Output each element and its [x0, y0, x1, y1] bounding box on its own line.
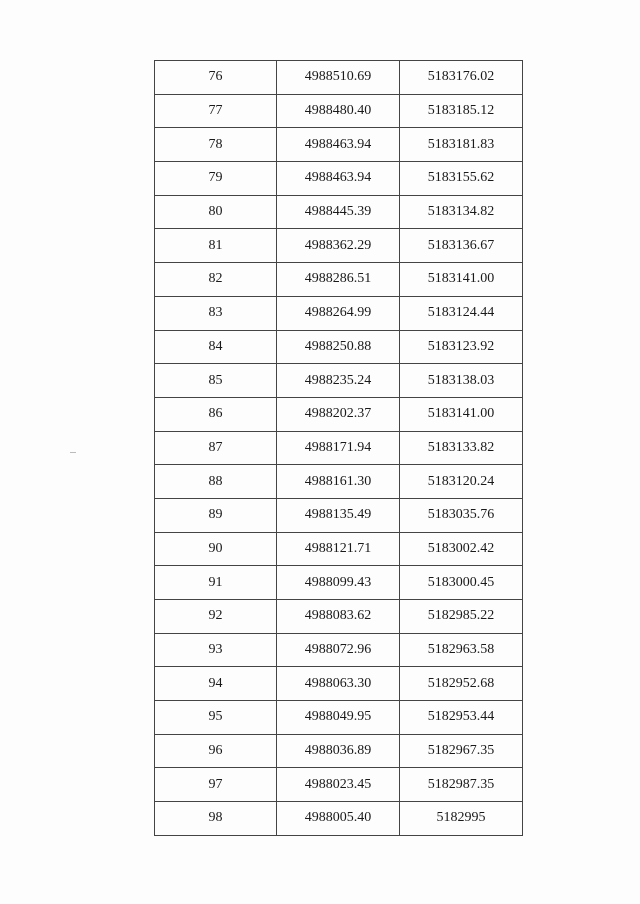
table-row: [155, 498, 523, 532]
x-coordinate-cell: 4988005.40: [277, 802, 400, 836]
table-row: [155, 532, 523, 566]
coordinates-table-body: [155, 61, 523, 836]
x-coordinate-cell: 4988250.88: [277, 330, 400, 364]
scan-mark: [70, 452, 76, 453]
x-coordinate-cell: 4988023.45: [277, 768, 400, 802]
point-number-cell: 92: [155, 600, 277, 634]
table-row: [155, 397, 523, 431]
y-coordinate-cell: 5182963.58: [400, 633, 523, 667]
y-coordinate-cell: 5183141.00: [400, 397, 523, 431]
x-coordinate-cell: 4988171.94: [277, 431, 400, 465]
point-number-cell: 88: [155, 465, 277, 499]
x-coordinate-cell: 4988083.62: [277, 600, 400, 634]
point-number-cell: 94: [155, 667, 277, 701]
y-coordinate-cell: 5183185.12: [400, 94, 523, 128]
table-row: [155, 94, 523, 128]
y-coordinate-cell: 5183000.45: [400, 566, 523, 600]
y-coordinate-cell: 5182987.35: [400, 768, 523, 802]
x-coordinate-cell: 4988135.49: [277, 498, 400, 532]
point-number-cell: 86: [155, 397, 277, 431]
point-number-cell: 82: [155, 263, 277, 297]
x-coordinate-cell: 4988510.69: [277, 61, 400, 95]
x-coordinate-cell: 4988161.30: [277, 465, 400, 499]
x-coordinate-cell: 4988286.51: [277, 263, 400, 297]
x-coordinate-cell: 4988063.30: [277, 667, 400, 701]
coordinates-table: [154, 60, 523, 836]
y-coordinate-cell: 5182967.35: [400, 734, 523, 768]
table-row: [155, 667, 523, 701]
table-row: [155, 768, 523, 802]
y-coordinate-cell: 5183176.02: [400, 61, 523, 95]
x-coordinate-cell: 4988480.40: [277, 94, 400, 128]
x-coordinate-cell: 4988121.71: [277, 532, 400, 566]
table-row: [155, 61, 523, 95]
y-coordinate-cell: 5183035.76: [400, 498, 523, 532]
y-coordinate-cell: 5182953.44: [400, 701, 523, 735]
y-coordinate-cell: 5182985.22: [400, 600, 523, 634]
point-number-cell: 87: [155, 431, 277, 465]
x-coordinate-cell: 4988049.95: [277, 701, 400, 735]
point-number-cell: 80: [155, 195, 277, 229]
point-number-cell: 98: [155, 802, 277, 836]
x-coordinate-cell: 4988202.37: [277, 397, 400, 431]
y-coordinate-cell: 5183123.92: [400, 330, 523, 364]
point-number-cell: 77: [155, 94, 277, 128]
table-row: [155, 128, 523, 162]
point-number-cell: 85: [155, 364, 277, 398]
x-coordinate-cell: 4988463.94: [277, 128, 400, 162]
table-row: [155, 701, 523, 735]
point-number-cell: 76: [155, 61, 277, 95]
y-coordinate-cell: 5182952.68: [400, 667, 523, 701]
y-coordinate-cell: 5183120.24: [400, 465, 523, 499]
table-row: [155, 734, 523, 768]
point-number-cell: 83: [155, 296, 277, 330]
y-coordinate-cell: 5183141.00: [400, 263, 523, 297]
x-coordinate-cell: 4988463.94: [277, 162, 400, 196]
y-coordinate-cell: 5183181.83: [400, 128, 523, 162]
y-coordinate-cell: 5183133.82: [400, 431, 523, 465]
x-coordinate-cell: 4988099.43: [277, 566, 400, 600]
point-number-cell: 91: [155, 566, 277, 600]
y-coordinate-cell: 5183124.44: [400, 296, 523, 330]
y-coordinate-cell: 5183136.67: [400, 229, 523, 263]
table-row: [155, 431, 523, 465]
table-row: [155, 263, 523, 297]
x-coordinate-cell: 4988072.96: [277, 633, 400, 667]
y-coordinate-cell: 5183155.62: [400, 162, 523, 196]
point-number-cell: 81: [155, 229, 277, 263]
point-number-cell: 96: [155, 734, 277, 768]
point-number-cell: 79: [155, 162, 277, 196]
table-row: [155, 364, 523, 398]
table-row: [155, 802, 523, 836]
table-row: [155, 633, 523, 667]
table-row: [155, 229, 523, 263]
table-row: [155, 162, 523, 196]
x-coordinate-cell: 4988445.39: [277, 195, 400, 229]
x-coordinate-cell: 4988264.99: [277, 296, 400, 330]
point-number-cell: 84: [155, 330, 277, 364]
y-coordinate-cell: 5182995: [400, 802, 523, 836]
point-number-cell: 89: [155, 498, 277, 532]
point-number-cell: 90: [155, 532, 277, 566]
y-coordinate-cell: 5183002.42: [400, 532, 523, 566]
point-number-cell: 95: [155, 701, 277, 735]
point-number-cell: 78: [155, 128, 277, 162]
y-coordinate-cell: 5183138.03: [400, 364, 523, 398]
point-number-cell: 93: [155, 633, 277, 667]
table-row: [155, 566, 523, 600]
y-coordinate-cell: 5183134.82: [400, 195, 523, 229]
x-coordinate-cell: 4988036.89: [277, 734, 400, 768]
point-number-cell: 97: [155, 768, 277, 802]
table-row: [155, 330, 523, 364]
table-row: [155, 600, 523, 634]
x-coordinate-cell: 4988235.24: [277, 364, 400, 398]
table-row: [155, 465, 523, 499]
x-coordinate-cell: 4988362.29: [277, 229, 400, 263]
table-row: [155, 296, 523, 330]
table-row: [155, 195, 523, 229]
